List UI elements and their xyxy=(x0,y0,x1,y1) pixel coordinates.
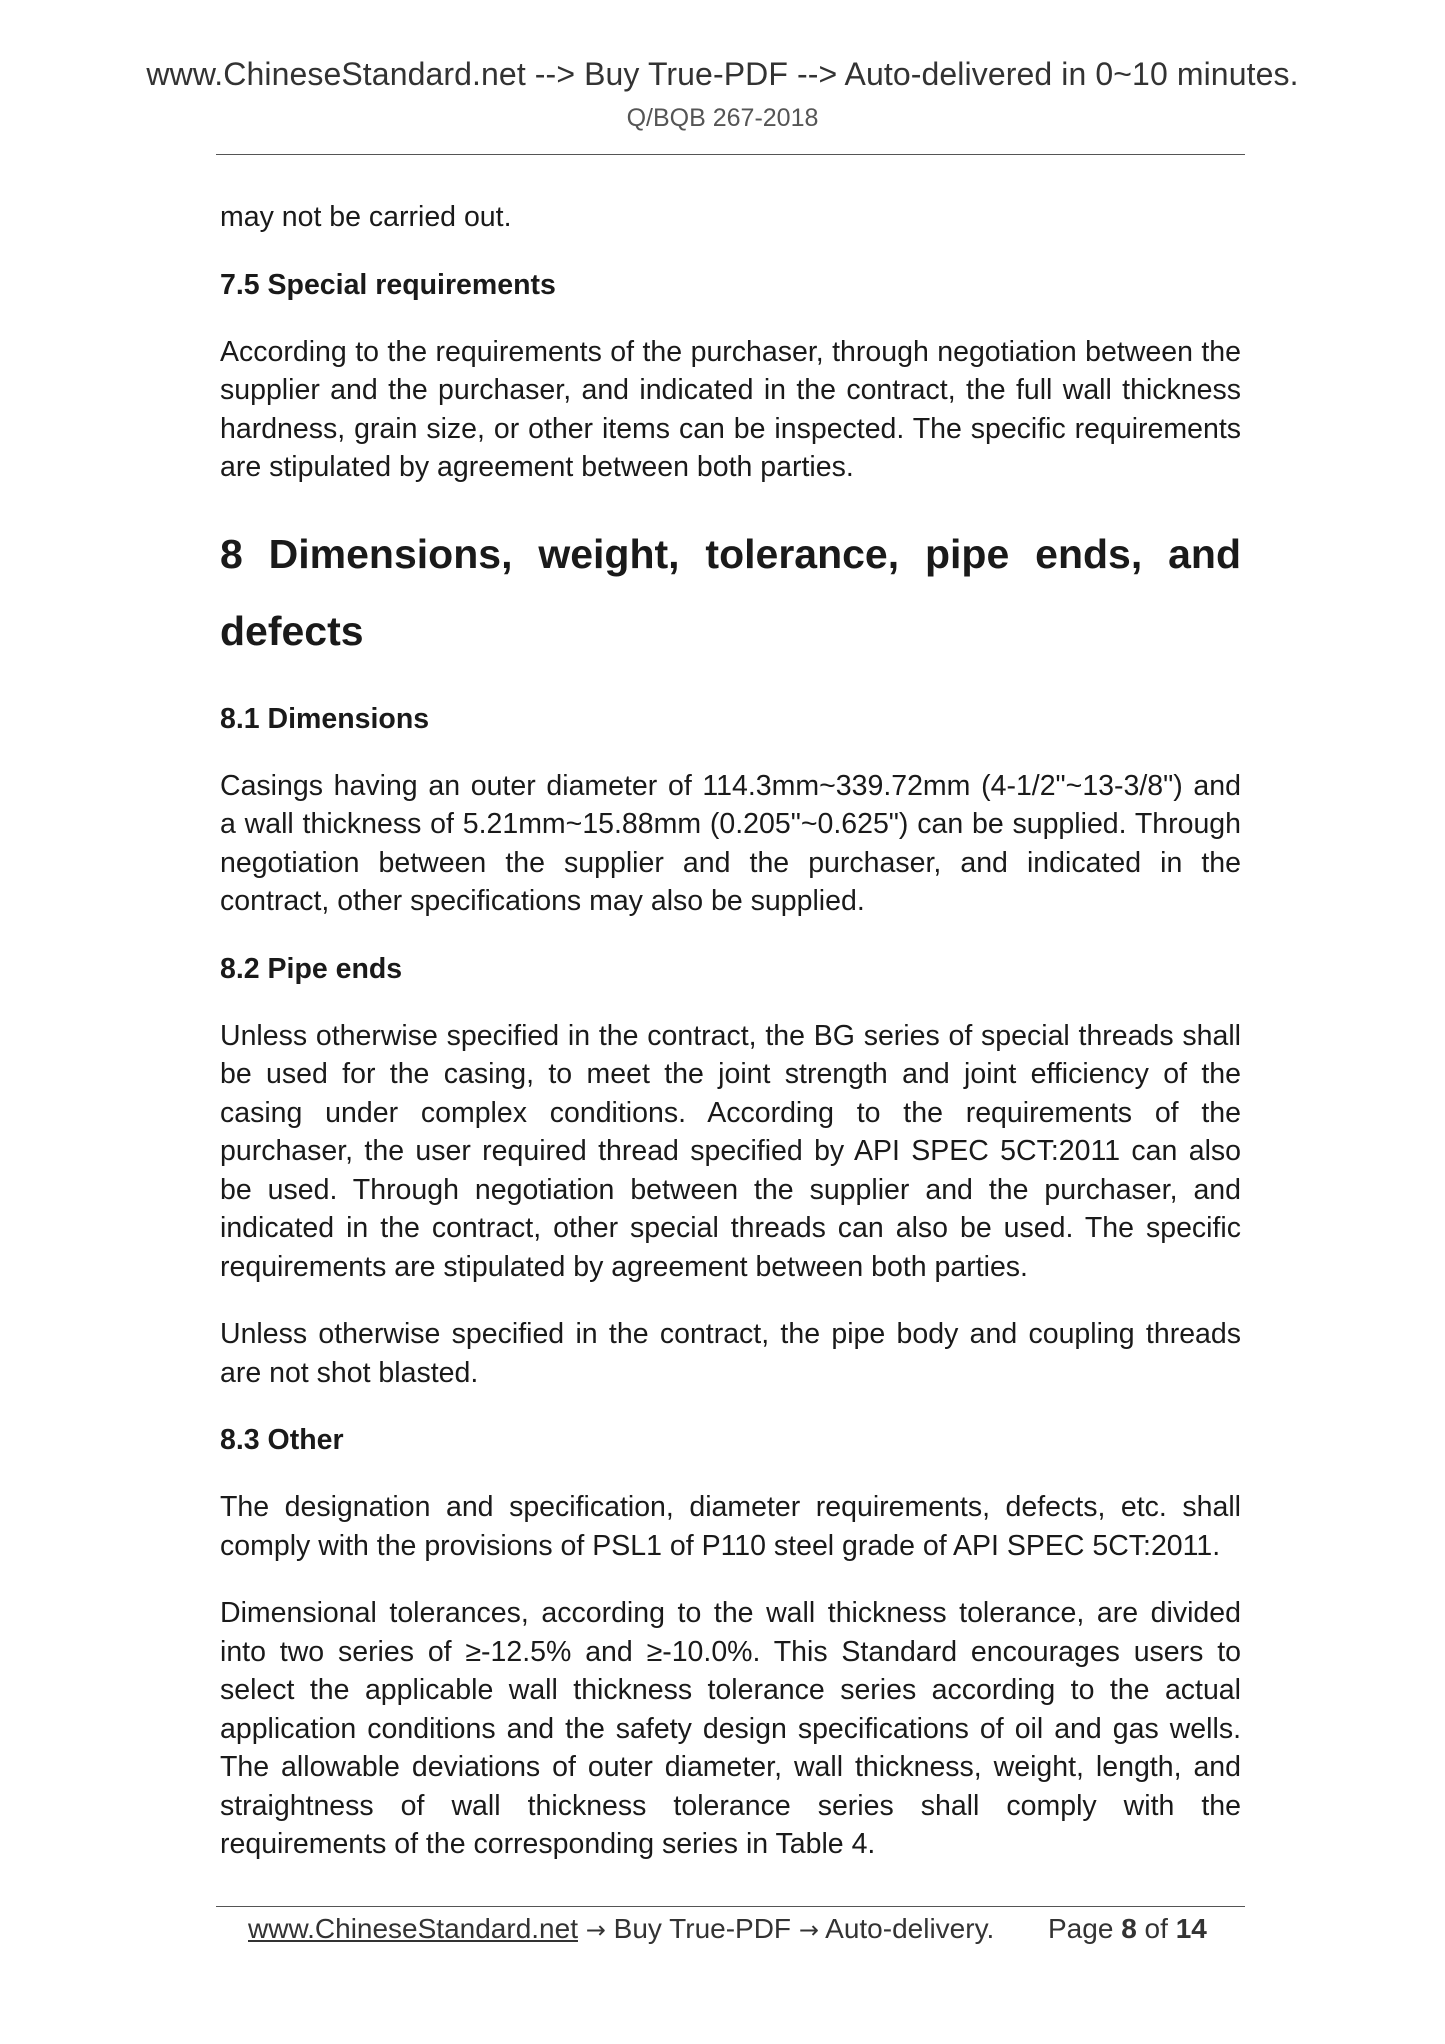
paragraph-8-2-b: Unless otherwise specified in the contract, the pipe body and coupling threads are not shot blasted. xyxy=(220,1318,1241,1389)
footer-delivery-text: Auto-delivery. xyxy=(818,1913,995,1944)
footer-link[interactable]: www.ChineseStandard.net xyxy=(248,1913,578,1944)
document-code: Q/BQB 267-2018 xyxy=(626,104,819,132)
page-number: 8 xyxy=(1121,1913,1137,1944)
page-content xyxy=(220,198,1241,1893)
paragraph-8-3-a: The designation and specification, diameter requirements, defects, etc. shall comply with the provisions of PSL1 of P110 steel grade of API SPEC 5CT:2011. xyxy=(220,1491,1241,1562)
heading-7-5: 7.5 Special requirements xyxy=(220,268,556,301)
paragraph-8-2-a: Unless otherwise specified in the contract, the BG series of special threads shall be used for the casing, to meet the joint strength and joint efficiency of the casing under complex conditions. According to the requirements of the purchaser, the user required thread specified by API SPEC 5CT:2011 can also be used. Through negotiation between the supplier and the purchaser, and indicated in the contract, other special threads can also be used. The specific requirements are stipulated by agreement between both parties. xyxy=(220,1019,1241,1283)
paragraph-8-3-b: Dimensional tolerances, according to the wall thickness tolerance, are divided into two series of ≥-12.5% and ≥-10.0%. This Standard encourages users to select the applicable wall thickness tolerance series according to the actual application conditions and the safety design specifications of oil and gas wells. The allowable deviations of outer diameter, wall thickness, weight, length, and straightness of wall thickness tolerance series shall comply with the requirements of the corresponding series in Table 4. xyxy=(220,1597,1241,1860)
arrow-right-icon-2: → xyxy=(798,1916,819,1944)
footer-divider xyxy=(216,1906,1245,1907)
footer xyxy=(248,1910,994,1949)
arrow-right-icon: → xyxy=(585,1916,606,1944)
page-indicator xyxy=(1048,1910,1207,1948)
paragraph-8-1: Casings having an outer diameter of 114.3mm~339.72mm (4-1/2"~13-3/8") and a wall thickness of 5.21mm~15.88mm (0.205"~0.625") can be supplied. Through negotiation between the supplier and the purchaser, and indicated in the contract, other specifications may also be supplied. xyxy=(220,769,1241,917)
heading-8: 8 Dimensions, weight, tolerance, pipe ends, and defects xyxy=(220,530,1241,654)
heading-8-1: 8.1 Dimensions xyxy=(220,702,430,735)
continuation-text: may not be carried out. xyxy=(220,201,512,233)
heading-8-3: 8.3 Other xyxy=(220,1424,344,1456)
page-total: 14 xyxy=(1175,1913,1207,1944)
page-label: Page xyxy=(1048,1913,1114,1944)
header-divider xyxy=(216,154,1245,155)
header-banner: www.ChineseStandard.net --> Buy True-PDF --> Auto-delivered in 0~10 minutes. xyxy=(146,56,1299,92)
paragraph-7-5: According to the requirements of the purchaser, through negotiation between the supplier and the purchaser, and indicated in the contract, the full wall thickness hardness, grain size, or other items can be inspected. The specific requirements are stipulated by agreement between both parties. xyxy=(220,335,1241,483)
heading-8-2: 8.2 Pipe ends xyxy=(220,952,403,985)
of-label: of xyxy=(1144,1913,1168,1944)
footer-buy-text: Buy True-PDF xyxy=(605,1913,799,1944)
